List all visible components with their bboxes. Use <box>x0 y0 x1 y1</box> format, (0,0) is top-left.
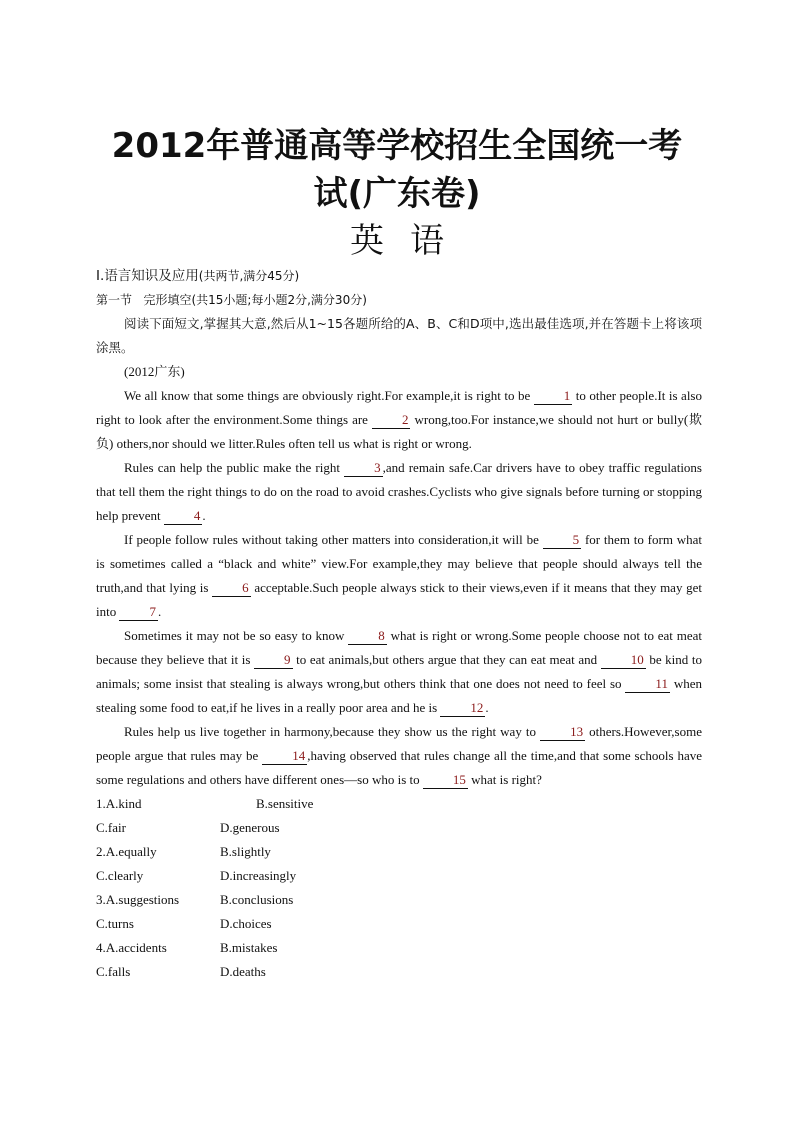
blank-6: 6 <box>212 580 251 597</box>
text-run: . <box>202 508 206 523</box>
text-run: acceptable.Such people always stick to their views,even if it means that they may get into <box>96 580 703 619</box>
subject-heading: 英语 <box>350 221 470 261</box>
text-run: . <box>485 700 489 715</box>
option-b: B.sensitive <box>256 796 314 811</box>
option-a: C.fair <box>96 820 126 835</box>
blank-15: 15 <box>423 772 468 789</box>
text-run: We all know that some things are obviously right.For example,it is right to be <box>124 388 534 403</box>
text-run: wrong,too.For instance,we should not hurt or bully(欺负) others,nor should we litter.Rules often tell us what is right or wrong. <box>96 412 702 451</box>
option-row <box>96 816 702 840</box>
option-b: B.conclusions <box>220 892 294 907</box>
blank-10: 10 <box>601 652 646 669</box>
instruction: 阅读下面短文,掌握其大意,然后从1~15各题所给的A、B、C和D项中,选出最佳选项,并在答题卡上将该项涂黑。 <box>96 316 702 355</box>
text-run: ,and remain safe.Car drivers have to obey traffic regulations that tell them the right things to do on the road to avoid crashes.Cyclists who give signals before turning or stopping help prevent <box>96 460 702 523</box>
option-a: C.turns <box>96 916 134 931</box>
blank-13: 13 <box>540 724 585 741</box>
text-run: Sometimes it may not be so easy to know <box>124 628 349 643</box>
blank-3: 3 <box>344 460 383 477</box>
title-line-2: 试(广东卷) <box>313 174 481 214</box>
section-part-note: (共两节,满分45分) <box>198 269 300 283</box>
option-row <box>96 864 702 888</box>
section-part: Ⅰ.语言知识及应用 <box>96 268 199 284</box>
text-run: to eat animals,but others argue that they can eat meat and <box>292 652 601 667</box>
blank-1: 1 <box>534 388 573 405</box>
text-run: what is right or wrong.Some people choose not to eat meat because they believe that it is <box>96 628 702 667</box>
option-row <box>96 840 702 864</box>
blank-2: 2 <box>372 412 411 429</box>
option-a: 4.A.accidents <box>96 940 167 955</box>
blank-9: 9 <box>254 652 293 669</box>
blank-12: 12 <box>440 700 485 717</box>
option-row <box>96 888 702 912</box>
passage-paragraph-5 <box>96 720 702 792</box>
source-note: (2012广东) <box>124 364 185 379</box>
option-b: D.choices <box>220 916 272 931</box>
option-a: 2.A.equally <box>96 844 157 859</box>
text-run: . <box>157 604 162 619</box>
option-row <box>96 912 702 936</box>
option-a: C.falls <box>96 964 131 979</box>
option-a: 3.A.suggestions <box>96 892 180 907</box>
subsection-title: 完形填空 <box>143 293 192 307</box>
text-run: be kind to animals; some insist that stealing is always wrong,but others think that one does not need to feel so <box>96 652 702 691</box>
text-run: for them to form what is sometimes called a “black and white” view.For example,they may believe that people should always tell the truth,and that lying is <box>96 532 703 595</box>
option-b: B.mistakes <box>220 940 278 955</box>
option-row <box>96 960 702 984</box>
text-run: when stealing some food to eat,if he lives in a really poor area and he is <box>96 676 702 715</box>
text-run: what is right? <box>467 772 542 787</box>
blank-14: 14 <box>262 748 307 765</box>
subsection-heading <box>96 288 702 312</box>
blank-5: 5 <box>543 532 582 549</box>
subsection-note: (共15小题;每小题2分,满分30分) <box>191 293 367 307</box>
subsection-label: 第一节 <box>96 293 133 307</box>
text-run: Rules can help the public make the right <box>124 460 345 475</box>
option-b: D.deaths <box>220 964 266 979</box>
passage-paragraph-1 <box>96 384 702 456</box>
option-a: C.clearly <box>96 868 144 883</box>
answer-options <box>96 792 702 984</box>
option-b: D.increasingly <box>220 868 297 883</box>
exam-body <box>96 264 702 984</box>
option-b: B.slightly <box>220 844 271 859</box>
blank-8: 8 <box>348 628 387 645</box>
blank-11: 11 <box>625 676 670 693</box>
text-run: ,having observed that rules change all the time,and that some schools have some regulations and others have different ones—so who is to <box>96 748 703 787</box>
blank-7: 7 <box>119 604 158 621</box>
option-row <box>96 792 702 816</box>
page-title <box>60 122 734 218</box>
title-line-1: 2012年普通高等学校招生全国统一考 <box>111 126 683 166</box>
text-run: others.However,some people argue that rules may be <box>96 724 702 763</box>
blank-4: 4 <box>164 508 203 525</box>
passage-paragraph-3 <box>96 528 702 624</box>
text-run: If people follow rules without taking other matters into consideration,it will be <box>124 532 543 547</box>
text-run: to other people.It is also right to look after the environment.Some things are <box>96 388 702 427</box>
passage-paragraph-2 <box>96 456 702 528</box>
passage-paragraph-4 <box>96 624 702 720</box>
section-heading <box>96 264 702 288</box>
option-b: D.generous <box>220 820 280 835</box>
option-row <box>96 936 702 960</box>
option-a: 1.A.kind <box>96 796 142 811</box>
text-run: Rules help us live together in harmony,because they show us the right way to <box>124 724 541 739</box>
